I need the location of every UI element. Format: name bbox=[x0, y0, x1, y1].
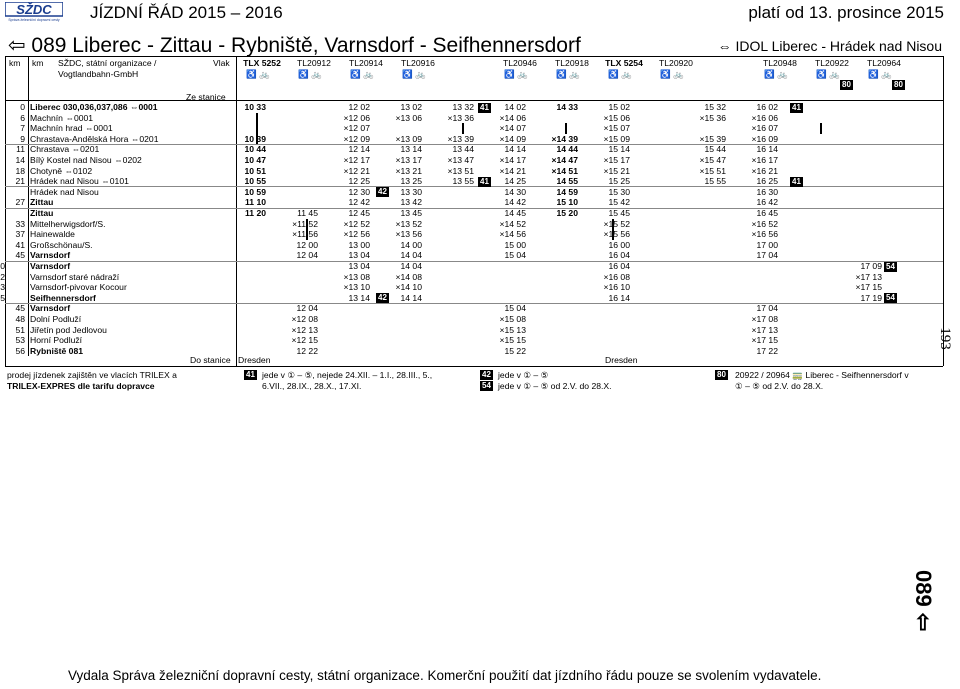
time-cell: ×15 08 bbox=[499, 314, 526, 324]
note-80 bbox=[735, 370, 909, 392]
table-top-border bbox=[5, 56, 943, 57]
station-name-8: Hrádek nad Nisou bbox=[30, 186, 99, 197]
time-cell: ×16 09 bbox=[751, 133, 778, 144]
station-km1-23: 56 bbox=[15, 345, 25, 356]
time-cell: ×12 09 bbox=[343, 133, 370, 144]
time-cell: 13 45 bbox=[400, 208, 422, 218]
time-cell: 17 04 bbox=[756, 250, 778, 261]
train-number-3: TL20916 bbox=[401, 58, 435, 68]
facility-icons-2: ♿ 🚲 bbox=[350, 69, 374, 79]
time-cell: ×13 10 bbox=[343, 282, 370, 293]
station-km1-0: 0 bbox=[20, 102, 25, 112]
time-cell: 15 02 bbox=[608, 102, 630, 112]
time-cell: 13 04 bbox=[348, 261, 370, 271]
time-cell: ×14 07 bbox=[499, 123, 526, 134]
time-cell: ×13 08 bbox=[343, 271, 370, 282]
time-cell: ×13 52 bbox=[395, 218, 422, 229]
idol-label: ⇔ IDOL Liberec - Hrádek nad Nisou bbox=[717, 38, 942, 54]
time-cell: 12 14 bbox=[348, 144, 370, 155]
station-name-14: Varnsdorf bbox=[30, 250, 71, 261]
time-cell: 15 44 bbox=[704, 144, 726, 155]
time-cell: 15 14 bbox=[608, 144, 630, 155]
station-name-0: Liberec 030,036,037,086 ⇔0001 bbox=[30, 102, 158, 112]
time-cell: 12 30 bbox=[348, 186, 370, 197]
time-cell: 10 33 bbox=[244, 102, 266, 112]
page-number: 193 bbox=[936, 327, 953, 350]
time-cell: 17 04 bbox=[756, 303, 778, 314]
time-cell: 16 04 bbox=[608, 250, 630, 261]
station-name-16: Varnsdorf staré nádraží bbox=[30, 271, 120, 282]
time-cell: ×13 39 bbox=[447, 133, 474, 144]
time-cell: ×14 51 bbox=[551, 165, 578, 176]
row-group-divider bbox=[5, 144, 943, 145]
time-cell: ×13 36 bbox=[447, 112, 474, 123]
time-cell: ×15 15 bbox=[499, 335, 526, 346]
note-41-line2: 6.VII., 28.IX., 28.X., 17.XI. bbox=[262, 381, 362, 391]
time-cell: 16 04 bbox=[608, 261, 630, 271]
timetable-badge-54: 54 bbox=[886, 261, 895, 271]
header-badge-80-0: 80 bbox=[842, 80, 851, 89]
pass-through-line bbox=[256, 113, 258, 145]
station-name-17: Varnsdorf-pivovar Kocour bbox=[30, 282, 127, 293]
station-name-21: Jiřetín pod Jedlovou bbox=[30, 324, 107, 335]
time-cell: 13 30 bbox=[400, 186, 422, 197]
station-name-9: Zittau bbox=[30, 197, 54, 208]
time-cell: 13 32 bbox=[452, 102, 474, 112]
station-name-12: Hainewalde bbox=[30, 229, 75, 240]
note-badge-42: 42 bbox=[482, 370, 491, 379]
time-cell: ×13 56 bbox=[395, 229, 422, 240]
facility-icons-5: ♿ 🚲 bbox=[556, 69, 580, 79]
pass-through-line bbox=[820, 123, 822, 134]
time-cell: 13 02 bbox=[400, 102, 422, 112]
timetable-badge-41: 41 bbox=[792, 102, 801, 112]
station-name-15: Varnsdorf bbox=[30, 261, 71, 271]
station-name-7: Hrádek nad Nisou ⇔0101 bbox=[30, 176, 129, 187]
station-name-4: Chrastava ⇔0201 bbox=[30, 144, 100, 155]
time-cell: ×12 17 bbox=[343, 155, 370, 165]
trilex-note-line2: TRILEX-EXPRES dle tarifu dopravce bbox=[7, 381, 155, 391]
train-number-5: TL20918 bbox=[555, 58, 589, 68]
time-cell: ×14 09 bbox=[499, 133, 526, 144]
station-km1-11: 33 bbox=[15, 218, 25, 229]
km1-header: km bbox=[9, 58, 21, 68]
time-cell: ×15 51 bbox=[699, 165, 726, 176]
svg-text:Správa železniční dopravní ces: Správa železniční dopravní cesty bbox=[8, 18, 60, 22]
station-km1-14: 45 bbox=[15, 250, 25, 261]
time-cell: 15 10 bbox=[556, 197, 578, 208]
from-station-label: Ze stanice bbox=[186, 92, 226, 102]
train-number-1: TL20912 bbox=[297, 58, 331, 68]
station-km1-21: 51 bbox=[15, 324, 25, 335]
time-cell: 12 45 bbox=[348, 208, 370, 218]
time-cell: ×12 21 bbox=[343, 165, 370, 176]
time-cell: 11 10 bbox=[244, 197, 266, 208]
time-cell: 10 47 bbox=[244, 155, 266, 165]
km-divider bbox=[28, 56, 29, 356]
facility-icons-4: ♿ 🚲 bbox=[504, 69, 528, 79]
time-cell: 16 25 bbox=[756, 176, 778, 187]
time-cell: 12 02 bbox=[348, 102, 370, 112]
time-cell: ×11 56 bbox=[292, 229, 318, 240]
row-group-divider bbox=[5, 261, 943, 262]
time-cell: 17 19 bbox=[860, 292, 882, 303]
station-km1-13: 41 bbox=[15, 239, 25, 250]
time-cell: ×13 47 bbox=[447, 155, 474, 165]
time-cell: 16 00 bbox=[608, 239, 630, 250]
time-cell: ×16 10 bbox=[603, 282, 630, 293]
time-cell: ×14 08 bbox=[395, 271, 422, 282]
station-name-1: Machnín ⇔0001 bbox=[30, 112, 94, 123]
header-badge-80-1: 80 bbox=[894, 80, 903, 89]
time-cell: ×13 51 bbox=[447, 165, 474, 176]
station-name-11: Mittelherwigsdorf/S. bbox=[30, 218, 106, 229]
trilex-note-line1: prodej jízdenek zajištěn ve vlacích TRILEX a bbox=[7, 370, 177, 380]
time-cell: ×16 21 bbox=[751, 165, 778, 176]
time-cell: 10 55 bbox=[244, 176, 266, 187]
time-cell: 15 20 bbox=[556, 208, 578, 218]
time-cell: ×16 17 bbox=[751, 155, 778, 165]
time-cell: ×11 52 bbox=[292, 218, 318, 229]
time-cell: ×12 52 bbox=[343, 218, 370, 229]
train-number-0: TLX 5252 bbox=[243, 58, 281, 68]
time-cell: ×14 56 bbox=[499, 229, 526, 240]
time-cell: 12 00 bbox=[296, 239, 318, 250]
time-cell: 16 14 bbox=[608, 292, 630, 303]
time-cell: ×15 09 bbox=[603, 133, 630, 144]
station-name-20: Dolní Podluží bbox=[30, 314, 82, 324]
station-name-6: Chotyně ⇔0102 bbox=[30, 165, 93, 176]
station-km1-1: 6 bbox=[20, 112, 25, 123]
time-cell: ×16 56 bbox=[751, 229, 778, 240]
table-right-border bbox=[943, 56, 944, 366]
time-cell: 10 51 bbox=[244, 165, 266, 176]
time-cell: ×15 39 bbox=[699, 133, 726, 144]
note-41 bbox=[262, 370, 432, 392]
station-km1-20: 48 bbox=[15, 314, 25, 324]
station-name-18: Seifhennersdorf bbox=[30, 292, 96, 303]
pass-through-line bbox=[565, 123, 567, 134]
time-cell: 14 04 bbox=[400, 250, 422, 261]
time-cell: ×14 21 bbox=[499, 165, 526, 176]
time-cell: 16 02 bbox=[756, 102, 778, 112]
time-cell: ×14 47 bbox=[551, 155, 578, 165]
time-cell: 14 14 bbox=[400, 292, 422, 303]
station-km2-18: 5 bbox=[0, 292, 5, 303]
station-name-13: Großschönau/S. bbox=[30, 239, 93, 250]
time-cell: ×14 39 bbox=[551, 133, 578, 144]
time-cell: 14 30 bbox=[504, 186, 526, 197]
time-cell: 15 30 bbox=[608, 186, 630, 197]
station-name-5: Bílý Kostel nad Nisou ⇔0202 bbox=[30, 155, 142, 165]
time-cell: ×15 17 bbox=[603, 155, 630, 165]
time-cell: 12 04 bbox=[296, 303, 318, 314]
publisher-footer: Vydala Správa železniční dopravní cesty, státní organizace. Komerční použití dat jízdního řádu pouze se svolením vydavatele. bbox=[68, 668, 822, 683]
operator-label: SŽDC, státní organizace / bbox=[58, 58, 157, 68]
facility-icons-8: ♿ 🚲 bbox=[764, 69, 788, 79]
pass-through-line bbox=[306, 219, 308, 240]
time-cell: ×15 07 bbox=[603, 123, 630, 134]
time-cell: ×12 08 bbox=[291, 314, 318, 324]
time-cell: 13 00 bbox=[348, 239, 370, 250]
dest-dresden-1: Dresden bbox=[238, 355, 271, 365]
train-number-2: TL20914 bbox=[349, 58, 383, 68]
time-cell: 15 32 bbox=[704, 102, 726, 112]
time-cell: ×15 36 bbox=[699, 112, 726, 123]
facility-icons-6: ♿ 🚲 bbox=[608, 69, 632, 79]
time-cell: 13 42 bbox=[400, 197, 422, 208]
table-header-border bbox=[5, 100, 943, 101]
facility-icons-9: ♿ 🚲 bbox=[816, 69, 840, 79]
time-cell: 15 45 bbox=[608, 208, 630, 218]
time-cell: 11 20 bbox=[244, 208, 266, 218]
time-cell: 17 00 bbox=[756, 239, 778, 250]
time-cell: 13 25 bbox=[400, 176, 422, 187]
timetable-title: JÍZDNÍ ŘÁD 2015 – 2016 bbox=[90, 3, 283, 22]
time-cell: 14 14 bbox=[504, 144, 526, 155]
validity-date: platí od 13. prosince 2015 bbox=[748, 3, 944, 22]
time-cell: 15 04 bbox=[504, 250, 526, 261]
time-cell: ×15 47 bbox=[699, 155, 726, 165]
train-number-7: TL20920 bbox=[659, 58, 693, 68]
time-cell: ×14 17 bbox=[499, 155, 526, 165]
time-cell: 14 42 bbox=[504, 197, 526, 208]
train-number-8: TL20948 bbox=[763, 58, 797, 68]
time-cell: 15 04 bbox=[504, 303, 526, 314]
time-cell: ×17 15 bbox=[855, 282, 882, 293]
time-cell: 10 59 bbox=[244, 186, 266, 197]
time-cell: ×13 09 bbox=[395, 133, 422, 144]
train-number-10: TL20964 bbox=[867, 58, 901, 68]
train-number-4: TL20946 bbox=[503, 58, 537, 68]
trilex-note bbox=[7, 370, 177, 392]
facility-icons-1: ♿ 🚲 bbox=[298, 69, 322, 79]
time-cell: 17 22 bbox=[756, 345, 778, 356]
station-km1-7: 21 bbox=[15, 176, 25, 187]
time-cell: ×17 13 bbox=[855, 271, 882, 282]
szdc-logo bbox=[5, 2, 63, 22]
station-name-2: Machnín hrad ⇔0001 bbox=[30, 123, 113, 134]
time-cell: ×16 52 bbox=[751, 218, 778, 229]
time-cell: 12 42 bbox=[348, 197, 370, 208]
timetable-badge-41: 41 bbox=[480, 102, 489, 112]
facility-icons-3: ♿ 🚲 bbox=[402, 69, 426, 79]
time-cell: ×17 15 bbox=[751, 335, 778, 346]
row-group-divider bbox=[5, 303, 943, 304]
note-badge-80: 80 bbox=[717, 370, 726, 379]
time-cell: 15 25 bbox=[608, 176, 630, 187]
time-cell: ×17 13 bbox=[751, 324, 778, 335]
station-km1-9: 27 bbox=[15, 197, 25, 208]
station-km1-3: 9 bbox=[20, 133, 25, 144]
time-cell: ×16 08 bbox=[603, 271, 630, 282]
station-name-3: Chrastava-Andělská Hora ⇔0201 bbox=[30, 133, 159, 144]
note-41-line1: jede v ① – ⑤, nejede 24.XII. – 1.I., 28.III., 5., bbox=[262, 370, 433, 380]
time-cell: ×12 06 bbox=[343, 112, 370, 123]
time-cell: 13 14 bbox=[348, 292, 370, 303]
time-cell: 12 22 bbox=[296, 345, 318, 356]
dest-dresden-2: Dresden bbox=[605, 355, 638, 365]
time-cell: 11 45 bbox=[297, 208, 318, 218]
pass-through-line bbox=[612, 219, 614, 240]
train-label: Vlak bbox=[213, 58, 230, 68]
note-badge-54: 54 bbox=[482, 381, 491, 390]
row-group-divider bbox=[5, 208, 943, 209]
time-cell: 15 42 bbox=[608, 197, 630, 208]
timetable-badge-41: 41 bbox=[480, 176, 489, 186]
operator-label-2: Vogtlandbahn-GmbH bbox=[58, 69, 139, 79]
time-cell: ×12 07 bbox=[343, 123, 370, 134]
timetable-badge-41: 41 bbox=[792, 176, 801, 186]
station-km2-16: 2 bbox=[0, 271, 5, 282]
note-badge-41: 41 bbox=[246, 370, 255, 379]
side-line-label: 089 ⇦ bbox=[911, 570, 936, 632]
station-name-10: Zittau bbox=[30, 208, 54, 218]
time-cell: ×16 06 bbox=[751, 112, 778, 123]
time-cell: ×14 10 bbox=[395, 282, 422, 293]
time-cell: ×14 52 bbox=[499, 218, 526, 229]
time-cell: 14 00 bbox=[400, 239, 422, 250]
station-name-19: Varnsdorf bbox=[30, 303, 71, 314]
time-cell: ×12 13 bbox=[291, 324, 318, 335]
facility-icons-10: ♿ 🚲 bbox=[868, 69, 892, 79]
timetable-badge-54: 54 bbox=[886, 293, 895, 303]
time-cell: 15 55 bbox=[704, 176, 726, 187]
time-cell: ×15 06 bbox=[603, 112, 630, 123]
time-cell: 15 00 bbox=[504, 239, 526, 250]
station-km1-12: 37 bbox=[15, 229, 25, 240]
station-km1-5: 14 bbox=[15, 155, 25, 165]
time-cell: ×12 56 bbox=[343, 229, 370, 240]
time-cell: 17 09 bbox=[860, 261, 882, 271]
time-cell: 13 14 bbox=[400, 144, 422, 155]
table-bottom-border bbox=[5, 366, 943, 367]
station-km1-2: 7 bbox=[20, 123, 25, 134]
station-km1-19: 45 bbox=[15, 303, 25, 314]
station-name-23: Rybniště 081 bbox=[30, 345, 84, 356]
time-cell: 10 39 bbox=[244, 133, 266, 144]
time-cell: 14 45 bbox=[504, 208, 526, 218]
time-cell: ×15 52 bbox=[603, 218, 630, 229]
note-42: jede v ① – ⑤ bbox=[498, 370, 549, 380]
facility-icons-7: ♿ 🚲 bbox=[660, 69, 684, 79]
time-cell: ×17 08 bbox=[751, 314, 778, 324]
station-km1-4: 11 bbox=[16, 144, 25, 155]
note-54: jede v ① – ⑤ od 2.V. do 28.X. bbox=[498, 381, 612, 391]
time-cell: 10 44 bbox=[244, 144, 266, 155]
time-cell: 16 45 bbox=[756, 208, 778, 218]
time-cell: 14 33 bbox=[556, 102, 578, 112]
time-cell: ×12 15 bbox=[291, 335, 318, 346]
time-cell: 13 55 bbox=[452, 176, 474, 187]
station-km1-22: 53 bbox=[15, 335, 25, 346]
station-name-22: Horní Podluží bbox=[30, 335, 83, 346]
time-cell: ×13 06 bbox=[395, 112, 422, 123]
time-cell: ×14 06 bbox=[499, 112, 526, 123]
note-80-line1: 20922 / 20964 🚃 Liberec - Seifhennersdorf v bbox=[735, 370, 909, 380]
time-cell: 12 25 bbox=[348, 176, 370, 187]
time-cell: 12 04 bbox=[296, 250, 318, 261]
time-cell: 13 04 bbox=[348, 250, 370, 261]
time-cell: 14 55 bbox=[556, 176, 578, 187]
time-cell: 16 30 bbox=[756, 186, 778, 197]
station-km2-15: 0 bbox=[0, 261, 5, 271]
time-cell: ×15 13 bbox=[499, 324, 526, 335]
time-cell: 14 44 bbox=[556, 144, 578, 155]
timetable-badge-42: 42 bbox=[378, 187, 387, 197]
line-title: ⇦ 089 Liberec - Zittau - Rybniště, Varnsdorf - Seifhennersdorf bbox=[8, 34, 581, 57]
time-cell: 15 22 bbox=[504, 345, 526, 356]
time-cell: 14 04 bbox=[400, 261, 422, 271]
time-cell: 14 02 bbox=[504, 102, 526, 112]
time-cell: ×13 17 bbox=[395, 155, 422, 165]
pass-through-line bbox=[462, 123, 464, 134]
time-cell: 14 25 bbox=[504, 176, 526, 187]
station-km1-6: 18 bbox=[15, 165, 25, 176]
time-cell: ×16 07 bbox=[751, 123, 778, 134]
time-cell: 13 44 bbox=[452, 144, 474, 155]
time-cell: 16 42 bbox=[756, 197, 778, 208]
svg-text:SŽDC: SŽDC bbox=[16, 2, 52, 17]
train-number-9: TL20922 bbox=[815, 58, 849, 68]
time-cell: ×15 21 bbox=[603, 165, 630, 176]
time-cell: ×15 56 bbox=[603, 229, 630, 240]
timetable-badge-42: 42 bbox=[378, 293, 387, 303]
time-cell: 16 14 bbox=[756, 144, 778, 155]
time-cell: 14 59 bbox=[556, 186, 578, 197]
time-cell: ×13 21 bbox=[395, 165, 422, 176]
facility-icons-0: ♿ 🚲 bbox=[246, 69, 270, 79]
note-80-line2: ① – ⑤ od 2.V. do 28.X. bbox=[735, 381, 824, 391]
station-km2-17: 3 bbox=[0, 282, 5, 293]
to-station-label: Do stanice bbox=[190, 355, 231, 365]
km2-header: km bbox=[32, 58, 44, 68]
train-number-6: TLX 5254 bbox=[605, 58, 643, 68]
